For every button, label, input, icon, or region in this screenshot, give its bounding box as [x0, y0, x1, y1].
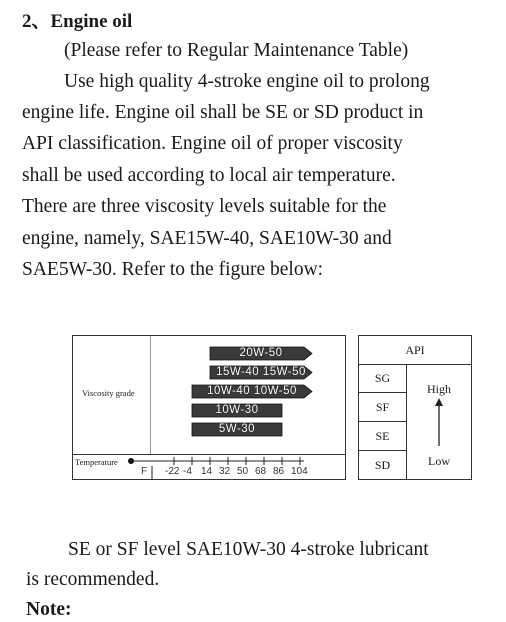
x-tick-label: 50: [237, 466, 249, 477]
bar-label: 10W-40 10W-50: [207, 385, 297, 397]
viscosity-bar: [192, 404, 282, 417]
viscosity-bar: [210, 366, 312, 379]
viscosity-bar: [210, 347, 312, 360]
paragraph-line: engine life. Engine oil shall be SE or SD product in: [22, 102, 424, 123]
api-grade-cell: SF: [359, 393, 407, 422]
api-header: API: [359, 336, 471, 365]
api-grade-cell: SD: [359, 451, 407, 479]
api-grade-cell: SE: [359, 422, 407, 451]
chart-x-unit: F: [141, 466, 148, 477]
api-table: [358, 335, 472, 480]
section-heading: 2、Engine oil: [22, 11, 133, 32]
paragraph-line: (Please refer to Regular Maintenance Table): [64, 40, 409, 61]
api-high-label: High: [427, 382, 451, 396]
paragraph-line: API classification. Engine oil of proper viscosity: [22, 133, 403, 154]
paragraph-line: shall be used according to local air temperature.: [22, 165, 396, 186]
x-tick-label: 68: [255, 466, 267, 477]
recommendation-line: is recommended.: [26, 569, 160, 590]
paragraph-line: SAE5W-30. Refer to the figure below:: [22, 259, 324, 280]
note-label: Note:: [26, 599, 72, 620]
viscosity-chart: [72, 335, 346, 480]
bar-label: 20W-50: [239, 347, 283, 359]
recommendation-line: SE or SF level SAE10W-30 4-stroke lubricant: [68, 539, 429, 560]
paragraph-line: engine, namely, SAE15W-40, SAE10W-30 and: [22, 228, 392, 249]
x-tick-label: -4: [183, 466, 192, 477]
paragraph-line: There are three viscosity levels suitable for the: [22, 196, 387, 217]
api-low-label: Low: [428, 454, 450, 468]
viscosity-bar: [192, 423, 282, 436]
temperature-axis: [73, 454, 345, 480]
bar-label: 5W-30: [218, 423, 256, 435]
api-grade-cell: SG: [359, 364, 407, 393]
x-tick-label: 32: [219, 466, 231, 477]
viscosity-bar: [192, 385, 312, 398]
paragraph-line: Use high quality 4-stroke engine oil to prolong: [64, 71, 430, 92]
chart-xlabel: Temperature: [75, 457, 118, 467]
x-tick-label: -22: [165, 466, 180, 477]
x-tick-label: 104: [291, 466, 308, 477]
chart-divider: [150, 336, 151, 454]
up-arrow-icon: [433, 398, 445, 448]
x-tick-label: 86: [273, 466, 285, 477]
bar-label: 15W-40 15W-50: [216, 366, 306, 378]
x-tick-label: 14: [201, 466, 213, 477]
chart-ylabel: Viscosity grade: [82, 388, 135, 398]
axis-start-dot: [128, 458, 134, 464]
bar-label: 10W-30: [215, 404, 259, 416]
